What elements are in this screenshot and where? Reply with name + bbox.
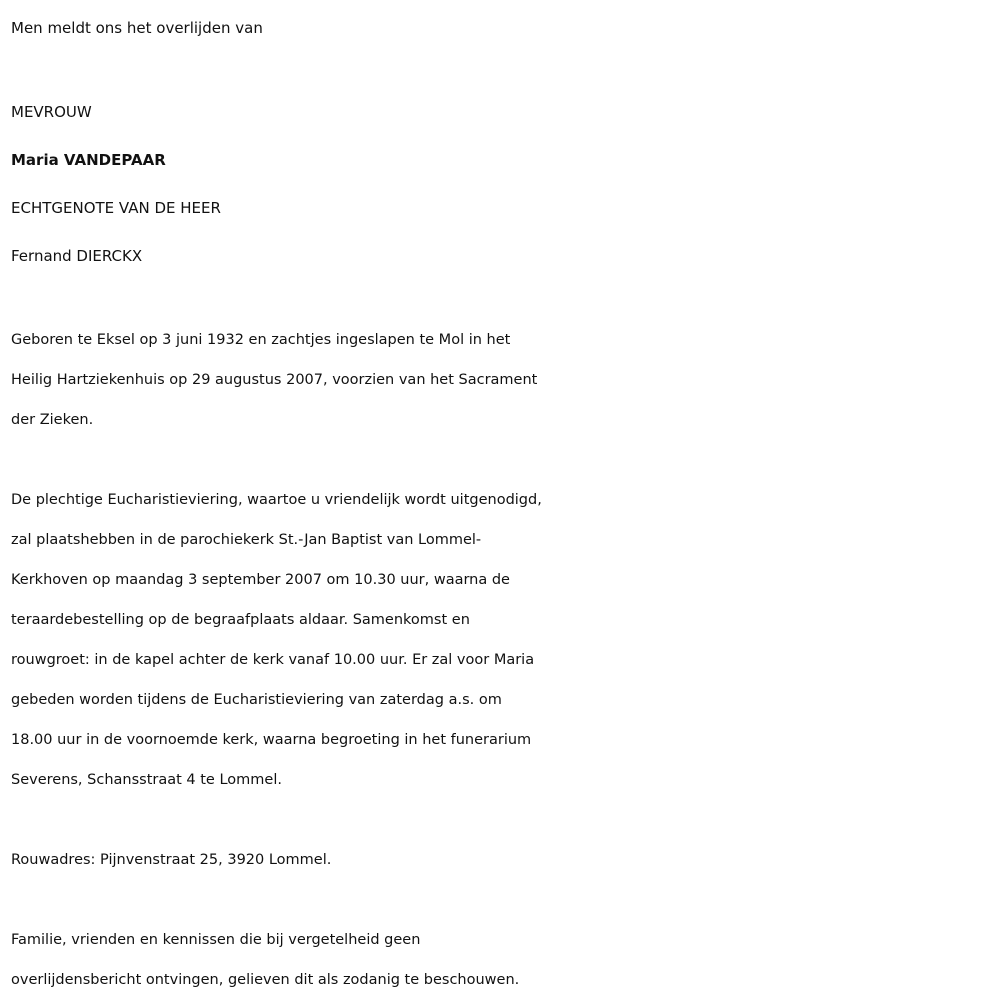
paragraph-line: zal plaatshebben in de parochiekerk St.-Jan Baptist van Lommel-	[11, 532, 482, 548]
spacer	[11, 48, 991, 88]
paragraph-line: Kerkhoven op maandag 3 september 2007 om 10.30 uur, waarna de	[11, 572, 510, 588]
obituary-notice	[11, 8, 991, 1000]
spouse-title: ECHTGENOTE VAN DE HEER	[11, 199, 221, 217]
spacer	[11, 440, 991, 480]
paragraph-line: Severens, Schansstraat 4 te Lommel.	[11, 772, 282, 788]
intro-line: Men meldt ons het overlijden van	[11, 19, 263, 37]
spacer	[11, 880, 991, 920]
ceremony-paragraph	[11, 480, 991, 800]
paragraph-line: Familie, vrienden en kennissen die bij vergetelheid geen	[11, 932, 421, 948]
spouse-name: Fernand DIERCKX	[11, 247, 143, 265]
paragraph-line: 18.00 uur in de voornoemde kerk, waarna begroeting in het funerarium	[11, 732, 532, 748]
paragraph-line: Heilig Hartziekenhuis op 29 augustus 2007, voorzien van het Sacrament	[11, 372, 538, 388]
deceased-name: Maria VANDEPAAR	[11, 151, 166, 169]
closing-paragraph	[11, 920, 991, 1000]
paragraph-line: der Zieken.	[11, 412, 94, 428]
spacer	[11, 280, 991, 320]
paragraph-line: rouwgroet: in de kapel achter de kerk vanaf 10.00 uur. Er zal voor Maria	[11, 652, 535, 668]
paragraph-line: Geboren te Eksel op 3 juni 1932 en zachtjes ingeslapen te Mol in het	[11, 332, 511, 348]
paragraph-line: overlijdensbericht ontvingen, gelieven dit als zodanig te beschouwen.	[11, 972, 520, 988]
paragraph-line: gebeden worden tijdens de Eucharistieviering van zaterdag a.s. om	[11, 692, 502, 708]
paragraph-line: De plechtige Eucharistieviering, waartoe u vriendelijk wordt uitgenodigd,	[11, 492, 542, 508]
paragraph-line: teraardebestelling op de begraafplaats aldaar. Samenkomst en	[11, 612, 470, 628]
mourning-address: Rouwadres: Pijnvenstraat 25, 3920 Lommel.	[11, 852, 332, 868]
honorific: MEVROUW	[11, 103, 92, 121]
birth-death-paragraph	[11, 320, 991, 440]
spacer	[11, 800, 991, 840]
